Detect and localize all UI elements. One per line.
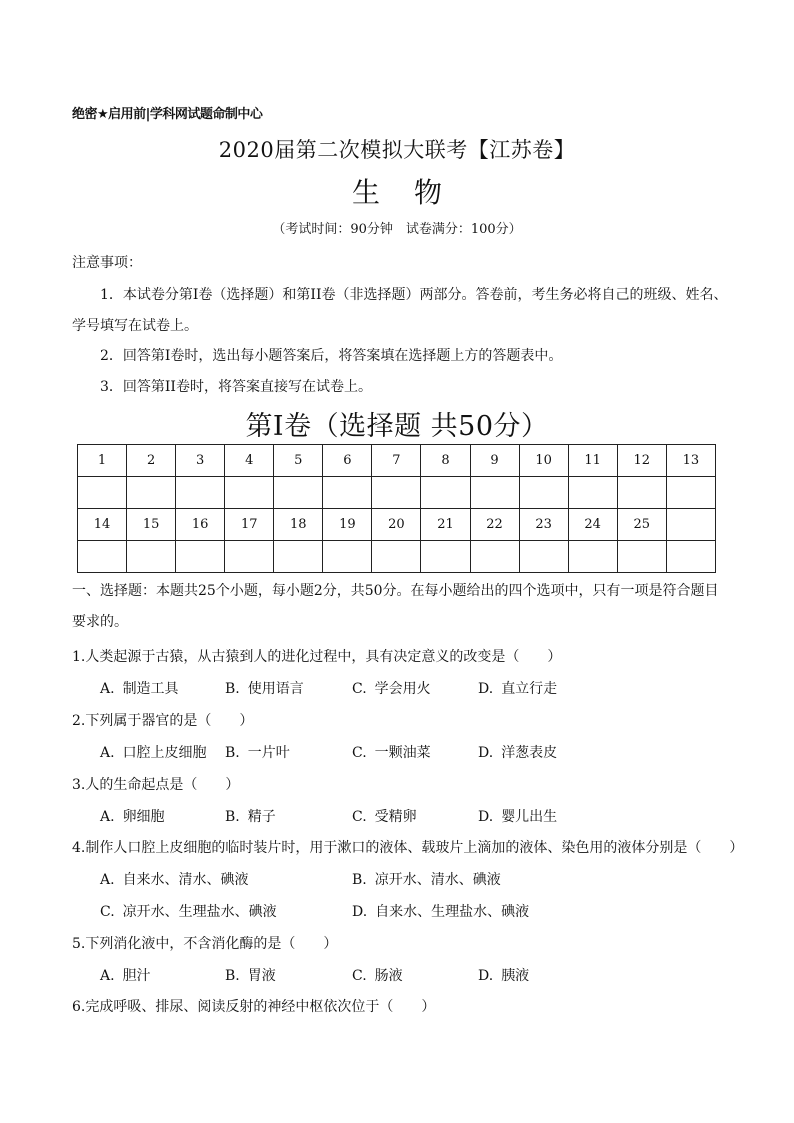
option-a	[100, 806, 165, 826]
answer-number-cell: 22	[470, 509, 519, 541]
option-letter: A.	[100, 681, 115, 697]
question-stem: 4.制作人口腔上皮细胞的临时装片时，用于漱口的液体、载玻片上滴加的液体、染色用的液体分别是（ ）	[72, 840, 744, 856]
option-text: 婴儿出生	[501, 809, 558, 825]
answer-number-cell: 9	[470, 445, 519, 477]
answer-blank-cell[interactable]	[323, 541, 372, 573]
answer-blank-cell[interactable]	[470, 541, 519, 573]
answer-grid	[77, 444, 716, 573]
option-text: 制造工具	[122, 681, 179, 697]
answer-number-cell	[666, 509, 715, 541]
question-stem: 2.下列属于器官的是（ ）	[72, 713, 254, 729]
answer-number-cell: 10	[519, 445, 568, 477]
answer-number-cell: 1	[78, 445, 127, 477]
option-text: 直立行走	[501, 681, 558, 697]
answer-number-cell: 15	[127, 509, 176, 541]
option-letter: C.	[100, 904, 115, 920]
answer-blank-cell[interactable]	[617, 477, 666, 509]
option-text: 精子	[247, 809, 276, 825]
option-letter: A.	[100, 745, 115, 761]
answer-grid-number-row	[78, 445, 716, 477]
answer-blank-cell[interactable]	[176, 541, 225, 573]
answer-number-cell: 17	[225, 509, 274, 541]
option-a	[100, 678, 179, 698]
answer-blank-cell[interactable]	[274, 477, 323, 509]
option-c	[352, 965, 403, 985]
question-stem: 1.人类起源于古猿，从古猿到人的进化过程中，具有决定意义的改变是（ ）	[72, 649, 562, 665]
option-text: 口腔上皮细胞	[122, 745, 207, 761]
option-b	[225, 965, 276, 985]
subject-title: 生物	[351, 176, 476, 209]
option-text: 凉开水、清水、碘液	[374, 872, 501, 888]
option-d	[478, 806, 557, 826]
option-letter: C.	[352, 681, 367, 697]
answer-blank-cell[interactable]	[568, 541, 617, 573]
option-letter: A.	[100, 872, 115, 888]
option-text: 自来水、生理盐水、碘液	[375, 904, 530, 920]
option-letter: A.	[100, 809, 115, 825]
option-text: 受精卵	[374, 809, 417, 825]
notice-item-text: 1．本试卷分第I卷（选择题）和第II卷（非选择题）两部分。答卷前，考生务必将自己的班级、姓名、学号填写在试卷上。	[72, 287, 728, 334]
option-letter: D.	[478, 745, 494, 761]
option-text: 学会用火	[374, 681, 431, 697]
answer-blank-cell[interactable]	[323, 477, 372, 509]
notice-item	[72, 341, 732, 372]
option-d	[478, 742, 557, 762]
part-title: 第I卷（选择题 共50分）	[245, 411, 549, 442]
answer-number-cell: 12	[617, 445, 666, 477]
option-letter: A.	[100, 968, 115, 984]
option-a	[100, 869, 249, 889]
question-stem: 3.人的生命起点是（ ）	[72, 777, 240, 793]
option-letter: B.	[225, 681, 240, 697]
answer-blank-cell[interactable]	[519, 477, 568, 509]
answer-number-cell: 14	[78, 509, 127, 541]
answer-number-cell: 3	[176, 445, 225, 477]
answer-grid-number-row	[78, 509, 716, 541]
option-c	[100, 901, 277, 921]
option-text: 一片叶	[247, 745, 290, 761]
answer-blank-cell[interactable]	[225, 541, 274, 573]
option-b	[352, 869, 501, 889]
option-d	[352, 901, 529, 921]
option-a	[100, 742, 207, 762]
option-letter: C.	[352, 968, 367, 984]
option-c	[352, 678, 431, 698]
answer-blank-cell[interactable]	[421, 477, 470, 509]
option-text: 自来水、清水、碘液	[122, 872, 249, 888]
option-d	[478, 965, 529, 985]
option-b	[225, 806, 276, 826]
answer-blank-cell[interactable]	[176, 477, 225, 509]
option-d	[478, 678, 557, 698]
option-c	[352, 806, 417, 826]
section-intro: 一、选择题：本题共25个小题，每小题2分，共50分。在每小题给出的四个选项中，只有一项是符合题目要求的。	[72, 583, 719, 630]
option-letter: C.	[352, 745, 367, 761]
option-a	[100, 965, 151, 985]
answer-number-cell: 13	[666, 445, 715, 477]
option-text: 胃液	[247, 968, 276, 984]
answer-number-cell: 2	[127, 445, 176, 477]
answer-number-cell: 23	[519, 509, 568, 541]
answer-blank-cell[interactable]	[78, 541, 127, 573]
answer-blank-cell[interactable]	[470, 477, 519, 509]
exam-title: 2020届第二次模拟大联考【江苏卷】	[218, 138, 576, 162]
answer-blank-cell[interactable]	[127, 477, 176, 509]
option-text: 肠液	[374, 968, 403, 984]
option-b	[225, 678, 304, 698]
answer-number-cell: 7	[372, 445, 421, 477]
question-stem: 6.完成呼吸、排尿、阅读反射的神经中枢依次位于（ ）	[72, 999, 436, 1015]
answer-number-cell: 8	[421, 445, 470, 477]
answer-blank-cell[interactable]	[372, 541, 421, 573]
option-text: 胆汁	[122, 968, 151, 984]
option-text: 洋葱表皮	[501, 745, 558, 761]
answer-grid-blank-row	[78, 541, 716, 573]
option-b	[225, 742, 290, 762]
notice-item-text: 3．回答第II卷时，将答案直接写在试卷上。	[100, 379, 372, 395]
option-letter: D.	[478, 968, 494, 984]
option-text: 胰液	[501, 968, 530, 984]
answer-number-cell: 6	[323, 445, 372, 477]
option-letter: D.	[478, 681, 494, 697]
option-text: 卵细胞	[122, 809, 165, 825]
answer-grid-blank-row	[78, 477, 716, 509]
option-letter: C.	[352, 809, 367, 825]
answer-number-cell: 4	[225, 445, 274, 477]
exam-info: （考试时间：90分钟 试卷满分：100分）	[272, 222, 522, 237]
answer-number-cell: 5	[274, 445, 323, 477]
notice-item	[72, 280, 732, 342]
answer-number-cell: 11	[568, 445, 617, 477]
answer-blank-cell[interactable]	[78, 477, 127, 509]
answer-number-cell: 20	[372, 509, 421, 541]
answer-blank-cell[interactable]	[127, 541, 176, 573]
notice-title: 注意事项：	[72, 255, 142, 271]
answer-blank-cell[interactable]	[617, 541, 666, 573]
answer-blank-cell[interactable]	[519, 541, 568, 573]
notice-item-text: 2．回答第I卷时，选出每小题答案后，将答案填在选择题上方的答题表中。	[100, 348, 563, 364]
option-text: 凉开水、生理盐水、碘液	[122, 904, 277, 920]
answer-number-cell: 25	[617, 509, 666, 541]
confidential-label: 绝密★启用前|学科网试题命制中心	[72, 107, 263, 122]
notice-item	[72, 372, 732, 403]
option-letter: D.	[352, 904, 368, 920]
option-letter: B.	[352, 872, 367, 888]
answer-blank-cell[interactable]	[274, 541, 323, 573]
answer-blank-cell[interactable]	[666, 541, 715, 573]
option-text: 一颗油菜	[374, 745, 431, 761]
option-letter: B.	[225, 809, 240, 825]
option-text: 使用语言	[247, 681, 304, 697]
answer-number-cell: 19	[323, 509, 372, 541]
answer-number-cell: 18	[274, 509, 323, 541]
question-stem: 5.下列消化液中，不含消化酶的是（ ）	[72, 936, 338, 952]
answer-blank-cell[interactable]	[372, 477, 421, 509]
answer-number-cell: 24	[568, 509, 617, 541]
answer-blank-cell[interactable]	[666, 477, 715, 509]
answer-number-cell: 16	[176, 509, 225, 541]
option-letter: B.	[225, 968, 240, 984]
option-letter: D.	[478, 809, 494, 825]
answer-blank-cell[interactable]	[421, 541, 470, 573]
answer-number-cell: 21	[421, 509, 470, 541]
answer-blank-cell[interactable]	[225, 477, 274, 509]
answer-blank-cell[interactable]	[568, 477, 617, 509]
option-c	[352, 742, 431, 762]
option-letter: B.	[225, 745, 240, 761]
